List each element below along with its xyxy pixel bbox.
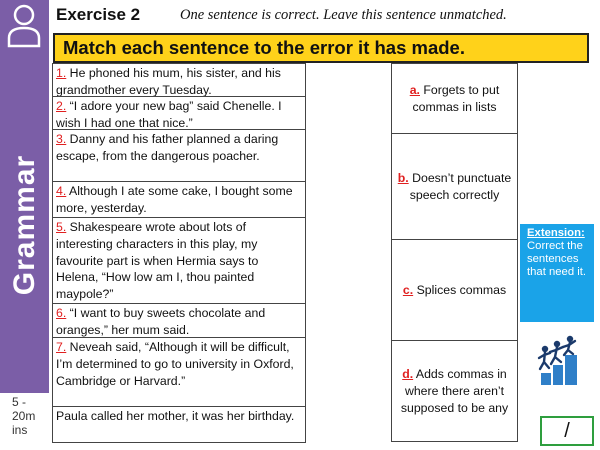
exercise-note: One sentence is correct. Leave this sentence unmatched. bbox=[180, 7, 507, 23]
sentence-text: Paula called her mother, it was her birthday. bbox=[56, 409, 295, 423]
sentence-item[interactable] bbox=[53, 130, 305, 182]
error-letter: d. bbox=[402, 366, 414, 381]
sentence-item[interactable] bbox=[53, 97, 305, 130]
sentence-text: Neveah said, “Although it will be difficult, I’m determined to go to university in Oxford, Cambridge or Harvard.” bbox=[56, 340, 294, 388]
sentence-number: 2. bbox=[56, 99, 67, 113]
sidebar bbox=[0, 0, 49, 450]
error-item[interactable] bbox=[392, 341, 517, 441]
sentence-item[interactable] bbox=[53, 304, 305, 338]
subject-label: Grammar bbox=[8, 154, 41, 296]
exercise-title: Exercise 2 bbox=[56, 5, 141, 24]
error-text: Forgets to put commas in lists bbox=[412, 82, 500, 114]
sentence-text: “I adore your new bag” said Chenelle. I wish I had one that nice.” bbox=[56, 99, 282, 130]
sentence-text: “I want to buy sweets chocolate and oranges,” her mum said. bbox=[56, 306, 266, 337]
extension-heading: Extension: bbox=[527, 227, 585, 239]
sentence-number: 3. bbox=[56, 132, 67, 146]
sentence-number: 6. bbox=[56, 306, 67, 320]
duration-label: 5 - 20m ins bbox=[0, 393, 49, 450]
error-letter: b. bbox=[397, 170, 409, 185]
sentence-list bbox=[52, 63, 306, 443]
error-letter: a. bbox=[409, 82, 420, 97]
sentence-text: Danny and his father planned a daring escape, from the dangerous poacher. bbox=[56, 132, 279, 163]
extension-box bbox=[520, 224, 594, 322]
sentence-item[interactable] bbox=[53, 218, 305, 304]
error-item[interactable] bbox=[392, 64, 517, 134]
sentence-item[interactable] bbox=[53, 64, 305, 97]
sentence-text: Shakespeare wrote about lots of interesting characters in this play, my favourite part is when Hermia says to Helena, “How low am I, thou painted maypole?” bbox=[56, 220, 259, 302]
error-letter: c. bbox=[402, 282, 414, 297]
person-icon bbox=[6, 4, 42, 48]
error-list bbox=[391, 63, 518, 442]
sentence-item[interactable] bbox=[53, 182, 305, 218]
sentence-number: 5. bbox=[56, 220, 67, 234]
error-text: Doesn’t punctuate speech correctly bbox=[408, 170, 512, 202]
error-item[interactable] bbox=[392, 240, 517, 341]
extension-text: Correct the sentences that need it. bbox=[527, 240, 587, 278]
error-text: Splices commas bbox=[413, 282, 507, 297]
error-text: Adds commas in where there aren’t supposed to be any bbox=[400, 366, 509, 415]
answer-check-box[interactable]: / bbox=[540, 416, 594, 446]
team-climb-icon bbox=[535, 335, 581, 385]
sentence-item[interactable] bbox=[53, 338, 305, 407]
sentence-number: 7. bbox=[56, 340, 67, 354]
sentence-number: 4. bbox=[56, 184, 67, 198]
sentence-item[interactable] bbox=[53, 407, 305, 442]
instruction-banner: Match each sentence to the error it has made. bbox=[53, 33, 589, 63]
error-item[interactable] bbox=[392, 134, 517, 240]
sentence-number: 1. bbox=[56, 66, 67, 80]
sentence-text: He phoned his mum, his sister, and his grandmother every Tuesday. bbox=[56, 66, 281, 97]
sentence-text: Although I ate some cake, I bought some more, yesterday. bbox=[56, 184, 293, 215]
